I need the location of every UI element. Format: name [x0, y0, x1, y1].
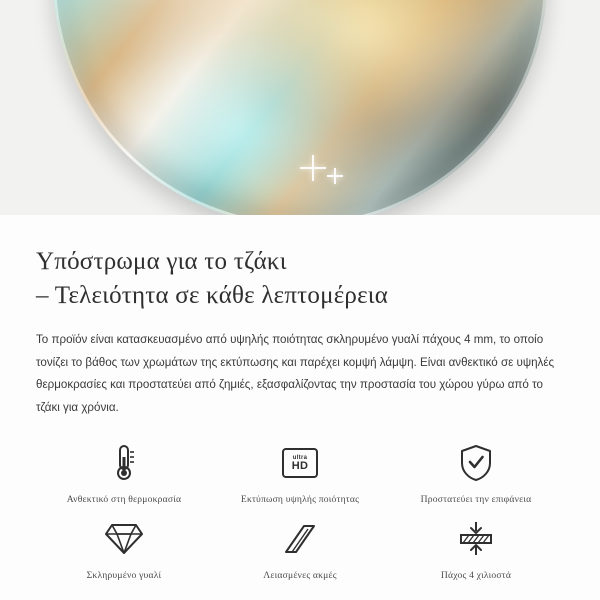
diamond-icon [104, 517, 144, 561]
feature-item [36, 441, 212, 505]
feature-label: Εκτύπωση υψηλής ποιότητας [240, 494, 360, 506]
page-title [36, 245, 564, 312]
badge-main-text: HD [291, 459, 309, 472]
hero-image [0, 0, 600, 215]
ultra-hd-icon [282, 441, 318, 485]
feature-label: Πάχος 4 χιλιοστά [440, 570, 512, 582]
polished-edges-icon [282, 517, 318, 561]
feature-item [388, 517, 564, 581]
headline-line-1: Υπόστρωμα για το τζάκι [36, 248, 287, 275]
body-paragraph: Το προϊόν είναι κατασκευασμένο από υψηλής ποιότητας σκληρυμένο γυαλί πάχους 4 mm, το οποίο τονίζει το βάθος των χρωμάτων της εκτύπωσης και παρέχει κομψή λάμψη. Είναι ανθεκτικό σε υψηλές θερμοκρασίες και προστατεύει από ζημιές, εξασφαλίζοντας την προστασία του χώρου γύρω από το τζάκι για χρόνια. [36, 333, 555, 414]
feature-label: Λειασμένες ακμές [263, 570, 337, 582]
feature-grid [36, 441, 564, 581]
thermometer-icon [111, 441, 137, 485]
content-area [0, 215, 600, 581]
feature-item [212, 441, 388, 505]
feature-label: Σκληρυμένο γυαλί [86, 570, 162, 582]
marble-glass-plate-icon [53, 0, 547, 215]
headline-line-2: – Τελειότητα σε κάθε λεπτομέρεια [36, 281, 389, 309]
shield-check-icon [459, 441, 493, 485]
thickness-icon [456, 517, 496, 561]
feature-item [36, 517, 212, 581]
feature-item [212, 517, 388, 581]
feature-label: Ανθεκτικό στη θερμοκρασία [66, 494, 182, 506]
feature-item [388, 441, 564, 505]
badge-top-text: ultra [292, 454, 308, 461]
feature-label: Προστατεύει την επιφάνεια [420, 494, 532, 506]
